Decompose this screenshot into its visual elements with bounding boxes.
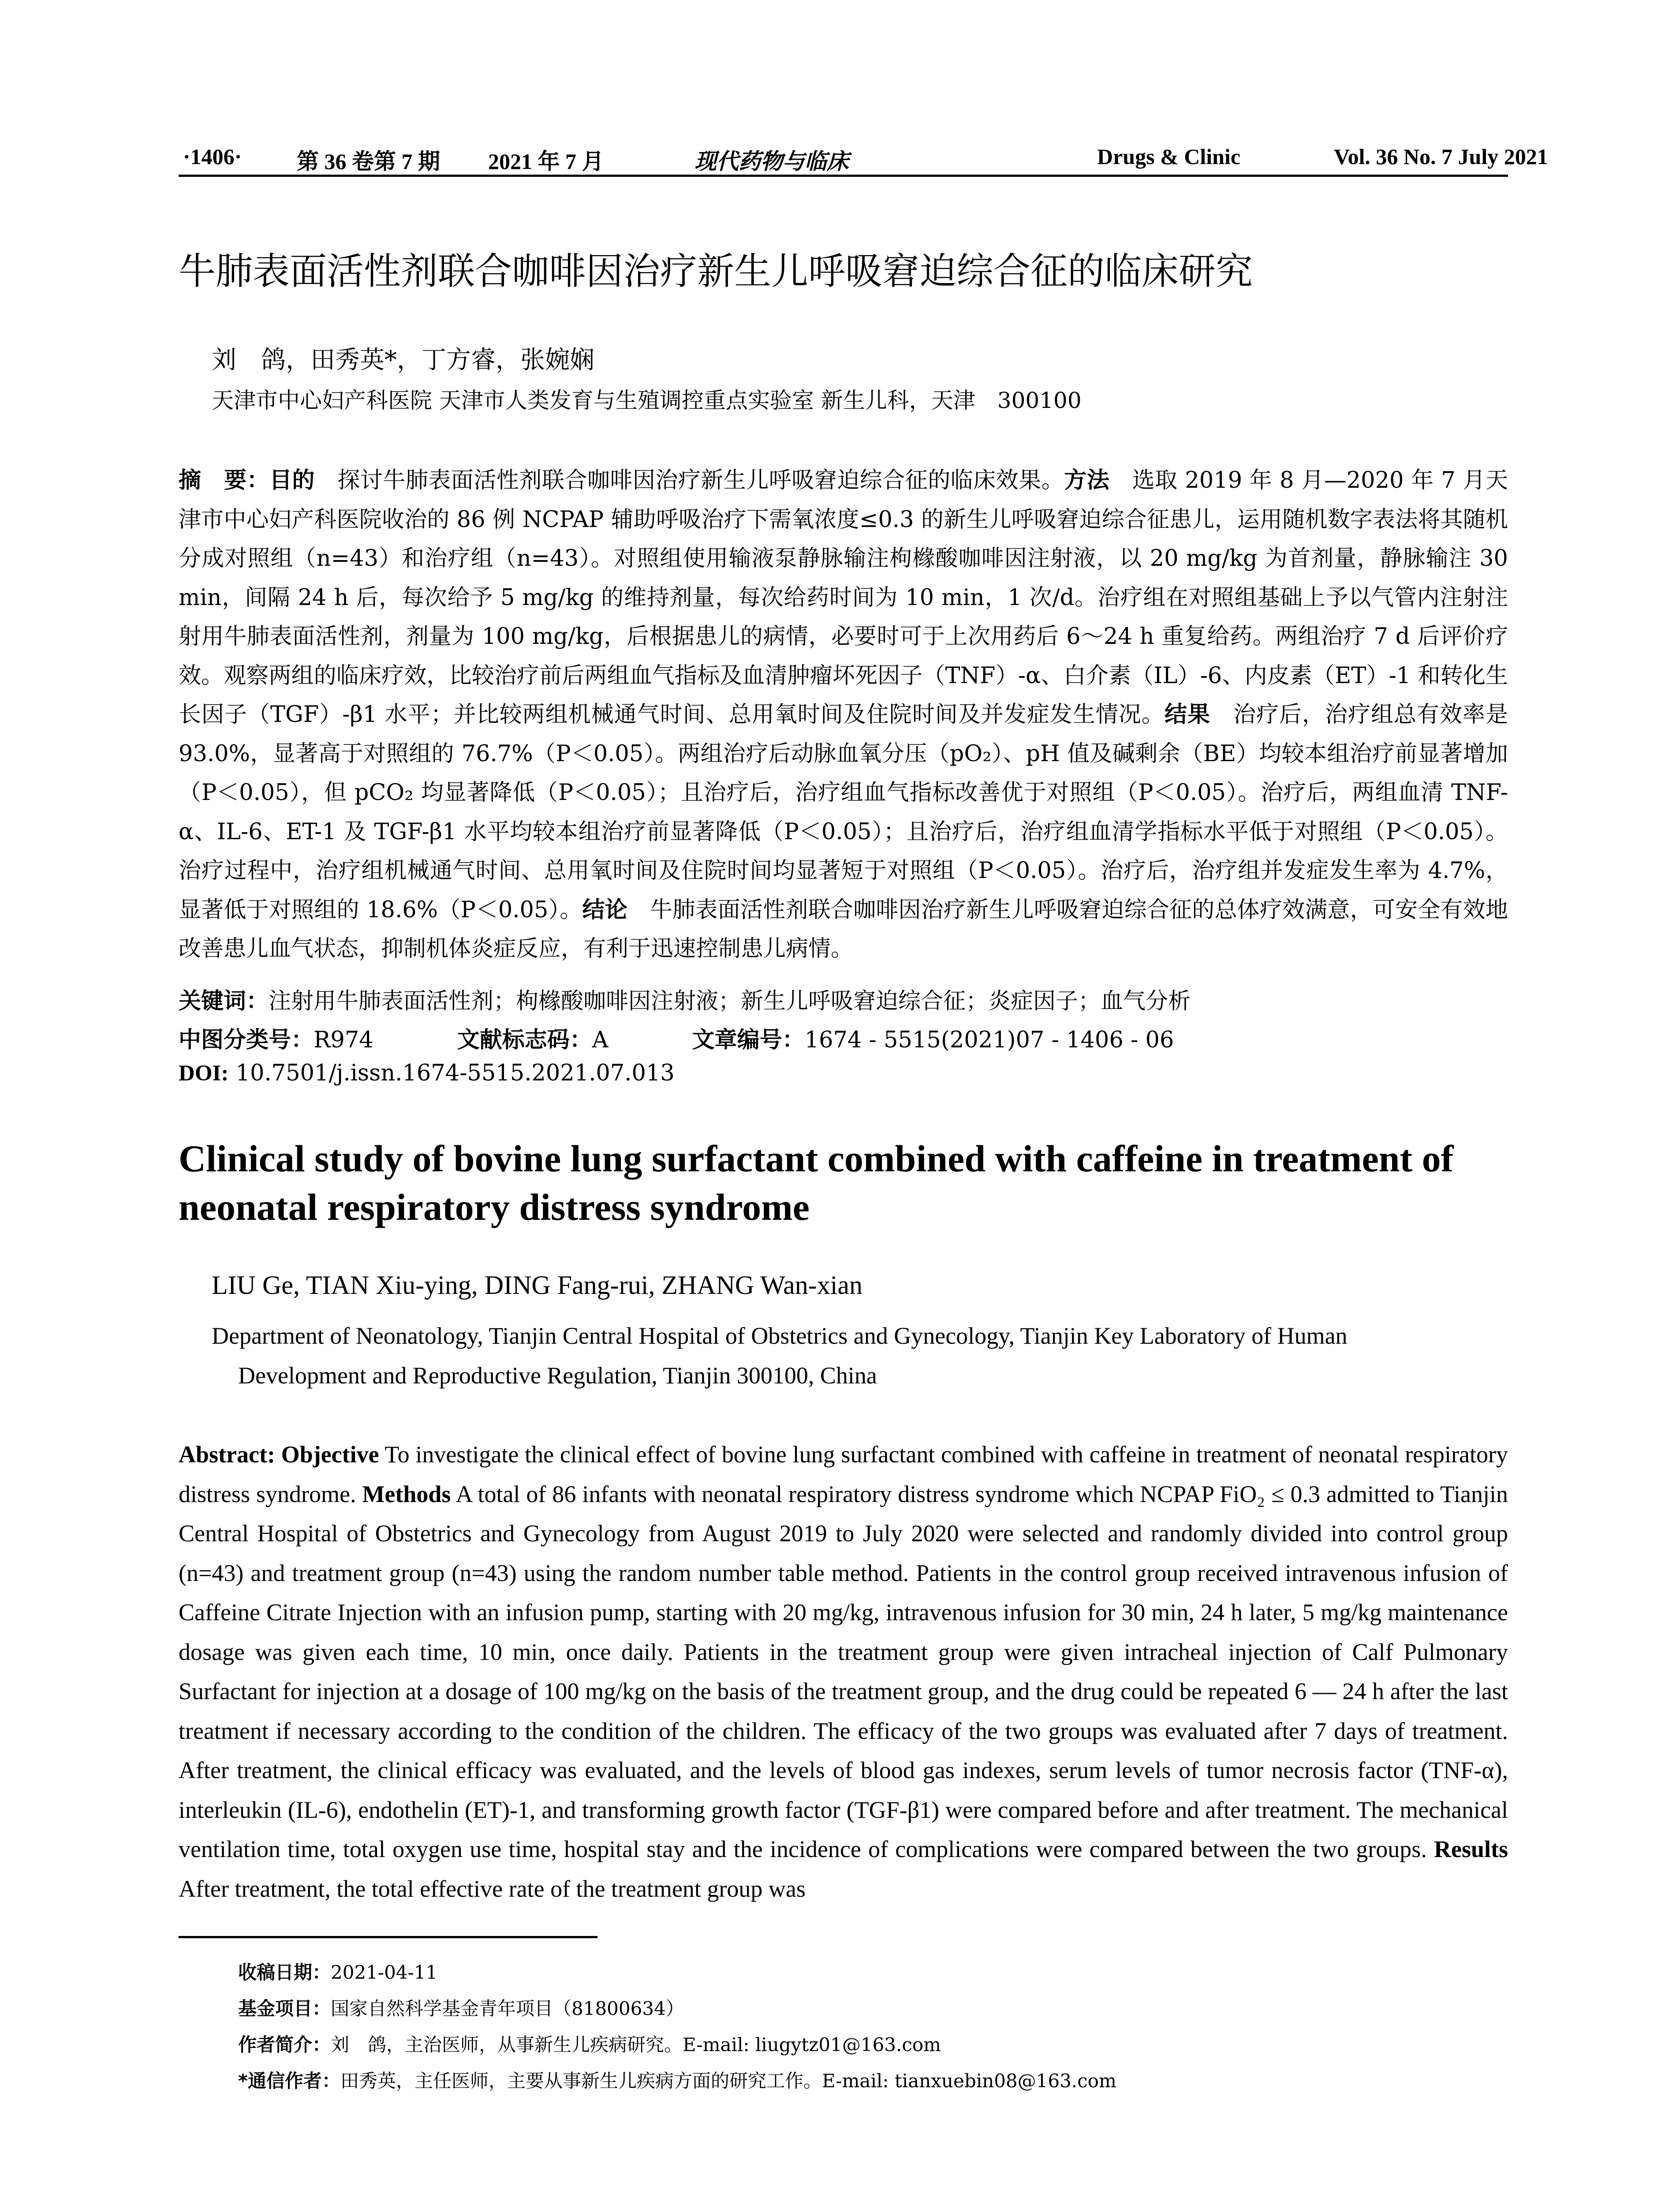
keywords-cn [179,983,1191,1015]
objective-text-en: To investigate the clinical effect of bovine lung surfactant combined with caffeine in treatment of neonatal respiratory distress syndrome. [179,1441,1508,1507]
objective-text-cn: 探讨牛肺表面活性剂联合咖啡因治疗新生儿呼吸窘迫综合征的临床效果。 [314,467,1064,493]
keywords-label-cn: 关键词： [179,988,269,1014]
affiliation-en-line2: Development and Reproductive Regulation, Tianjin 300100, China [238,1362,877,1389]
volume-en: Vol. 36 No. 7 July 2021 [1334,144,1548,169]
received-label: 收稿日期： [238,1962,331,1983]
methods-label-cn: 方法 [1064,467,1110,493]
author-bio-label: 作者简介： [238,2034,331,2056]
corresponding-value: 田秀英，主任医师，主要从事新生儿疾病方面的研究工作。E-mail: tianxuebin08@163.com [340,2070,1116,2092]
doi-value: 10.7501/j.issn.1674-5515.2021.07.013 [228,1060,675,1086]
objective-label-cn: 目的 [269,467,315,493]
methods-label-en: Methods [362,1480,451,1507]
authors-cn: 刘 鸽，田秀英*，丁方睿，张婉娴 [212,346,594,374]
affiliation-en-line1: Department of Neonatology, Tianjin Central Hospital of Obstetrics and Gynecology, Tianjin Key Laboratory of Human [212,1323,1348,1349]
title-cn: 牛肺表面活性剂联合咖啡因治疗新生儿呼吸窘迫综合征的临床研究 [179,250,1253,293]
authors-en: LIU Ge, TIAN Xiu-ying, DING Fang-rui, ZHANG Wan-xian [212,1271,863,1300]
article-no-label: 文章编号： [692,1027,805,1053]
affiliation-en [212,1316,1508,1395]
article-no-value: 1674 - 5515(2021)07 - 1406 - 06 [804,1027,1174,1053]
results-text-cn: 治疗后，治疗组总有效率是 93.0%，显著高于对照组的 76.7%（P＜0.05）。两组治疗后动脉血氧分压（pO₂）、pH 值及碱剩余（BE）均较本组治疗前显著增加（P＜0.05），但 pCO₂ 均显著降低（P＜0.05）；且治疗后，治疗组血气指标改善优于对照组（P＜0.05）。治疗后，两组血清 TNF-α、IL-6、ET-1 及 TGF-β1 水平均较本组治疗前显著降低（P＜0.05）；且治疗后，治疗组血清学指标水平低于对照组（P＜0.05）。治疗过程中，治疗组机械通气时间、总用氧时间及住院时间均显著短于对照组（P＜0.05）。治疗后，治疗组并发症发生率为 4.7%，显著低于对照组的 18.6%（P＜0.05）。 [179,702,1508,923]
methods-text-en: A total of 86 infants with neonatal respiratory distress syndrome which NCPAP FiO₂ ≤ 0.3 admitted to Tianjin Central Hospital of Obstetrics and Gynecology from August 2019 to July 2020 were selected and randomly divided into control group (n=43) and treatment group (n=43) using the random number table method. Patients in the control group received intravenous infusion of Caffeine Citrate Injection with an infusion pump, starting with 20 mg/kg, intravenous infusion for 30 min, 24 h later, 5 mg/kg maintenance dosage was given each time, 10 min, once daily. Patients in the treatment group were given intracheal injection of Calf Pulmonary Surfactant for injection at a dosage of 100 mg/kg on the basis of the treatment group, and the drug could be repeated 6 — 24 h after the last treatment if necessary according to the condition of the children. The efficacy of the two groups was evaluated after 7 days of treatment. After treatment, the clinical efficacy was evaluated, and the levels of blood gas indexes, serum levels of tumor necrosis factor (TNF-α), interleukin (IL-6), endothelin (ET)-1, and transforming growth factor (TGF-β1) were compared before and after treatment. The mechanical ventilation time, total oxygen use time, hospital stay and the incidence of complications were compared between the two groups. [179,1480,1508,1862]
received-value: 2021-04-11 [331,1962,438,1983]
methods-text-cn: 选取 2019 年 8 月—2020 年 7 月天津市中心妇产科医院收治的 86 例 NCPAP 辅助呼吸治疗下需氧浓度≤0.3 的新生儿呼吸窘迫综合征患儿，运用随机数字表法将其随机分成对照组（n=43）和治疗组（n=43）。对照组使用输液泵静脉输注枸橼酸咖啡因注射液，以 20 mg/kg 为首剂量，静脉输注 30 min，间隔 24 h 后，每次给予 5 mg/kg 的维持剂量，每次给药时间为 10 min，1 次/d。治疗组在对照组基础上予以气管内注射注射用牛肺表面活性剂，剂量为 100 mg/kg，后根据患儿的病情，必要时可于上次用药后 6～24 h 重复给药。两组治疗 7 d 后评价疗效。观察两组的临床疗效，比较治疗前后两组血气指标及血清肿瘤坏死因子（TNF）-α、白介素（IL）-6、内皮素（ET）-1 和转化生长因子（TGF）-β1 水平；并比较两组机械通气时间、总用氧时间及住院时间及并发症发生情况。 [179,467,1508,728]
doi-label: DOI: [179,1061,229,1086]
results-label-en: Results [1434,1836,1508,1862]
doi-line [179,1060,675,1086]
doc-code-label: 文献标志码： [457,1027,592,1053]
abstract-label-cn: 摘 要： [179,467,269,493]
doc-code-value: A [592,1027,609,1053]
volume-cn: 第 36 卷第 7 期 [297,149,440,174]
title-en: Clinical study of bovine lung surfactant combined with caffeine in treatment of neonatal respiratory distress syndrome [179,1137,1454,1228]
conclusion-label-cn: 结论 [582,897,627,923]
page-number: ·1406· [183,144,242,169]
abstract-label-en: Abstract: Objective [179,1441,379,1468]
footnote-corresponding [238,2067,1116,2093]
journal-name-cn: 现代药物与临床 [694,149,849,174]
abstract-cn [179,461,1508,969]
footnote-received [238,1958,437,1984]
footnote-rule [179,1936,597,1938]
fund-label: 基金项目： [238,1998,331,2019]
clc-value: R974 [314,1027,373,1053]
abstract-en [179,1435,1508,1909]
author-bio-value: 刘 鸽，主治医师，从事新生儿疾病研究。E-mail: liugytz01@163.com [331,2034,941,2056]
journal-name-en: Drugs & Clinic [1097,144,1240,169]
conclusion-text-cn: 牛肺表面活性剂联合咖啡因治疗新生儿呼吸窘迫综合征的总体疗效满意，可安全有效地改善患儿血气状态，抑制机体炎症反应，有利于迅速控制患儿病情。 [179,897,1508,962]
fund-value: 国家自然科学基金青年项目（81800634） [331,1998,684,2019]
date-cn: 2021 年 7 月 [488,149,604,174]
footnote-author [238,2030,941,2057]
affiliation-cn: 天津市中心妇产科医院 天津市人类发育与生殖调控重点实验室 新生儿科，天津 300100 [212,388,1082,413]
results-text-en: After treatment, the total effective rate of the treatment group was [179,1875,806,1902]
classification-line [179,1021,1174,1054]
running-header [179,140,1548,177]
keywords-text-cn: 注射用牛肺表面活性剂；枸橼酸咖啡因注射液；新生儿呼吸窘迫综合征；炎症因子；血气分析 [269,988,1191,1014]
results-label-cn: 结果 [1164,702,1210,728]
clc-label: 中图分类号： [179,1027,314,1053]
corresponding-label: *通信作者： [238,2070,340,2092]
footnote-fund [238,1994,684,2021]
